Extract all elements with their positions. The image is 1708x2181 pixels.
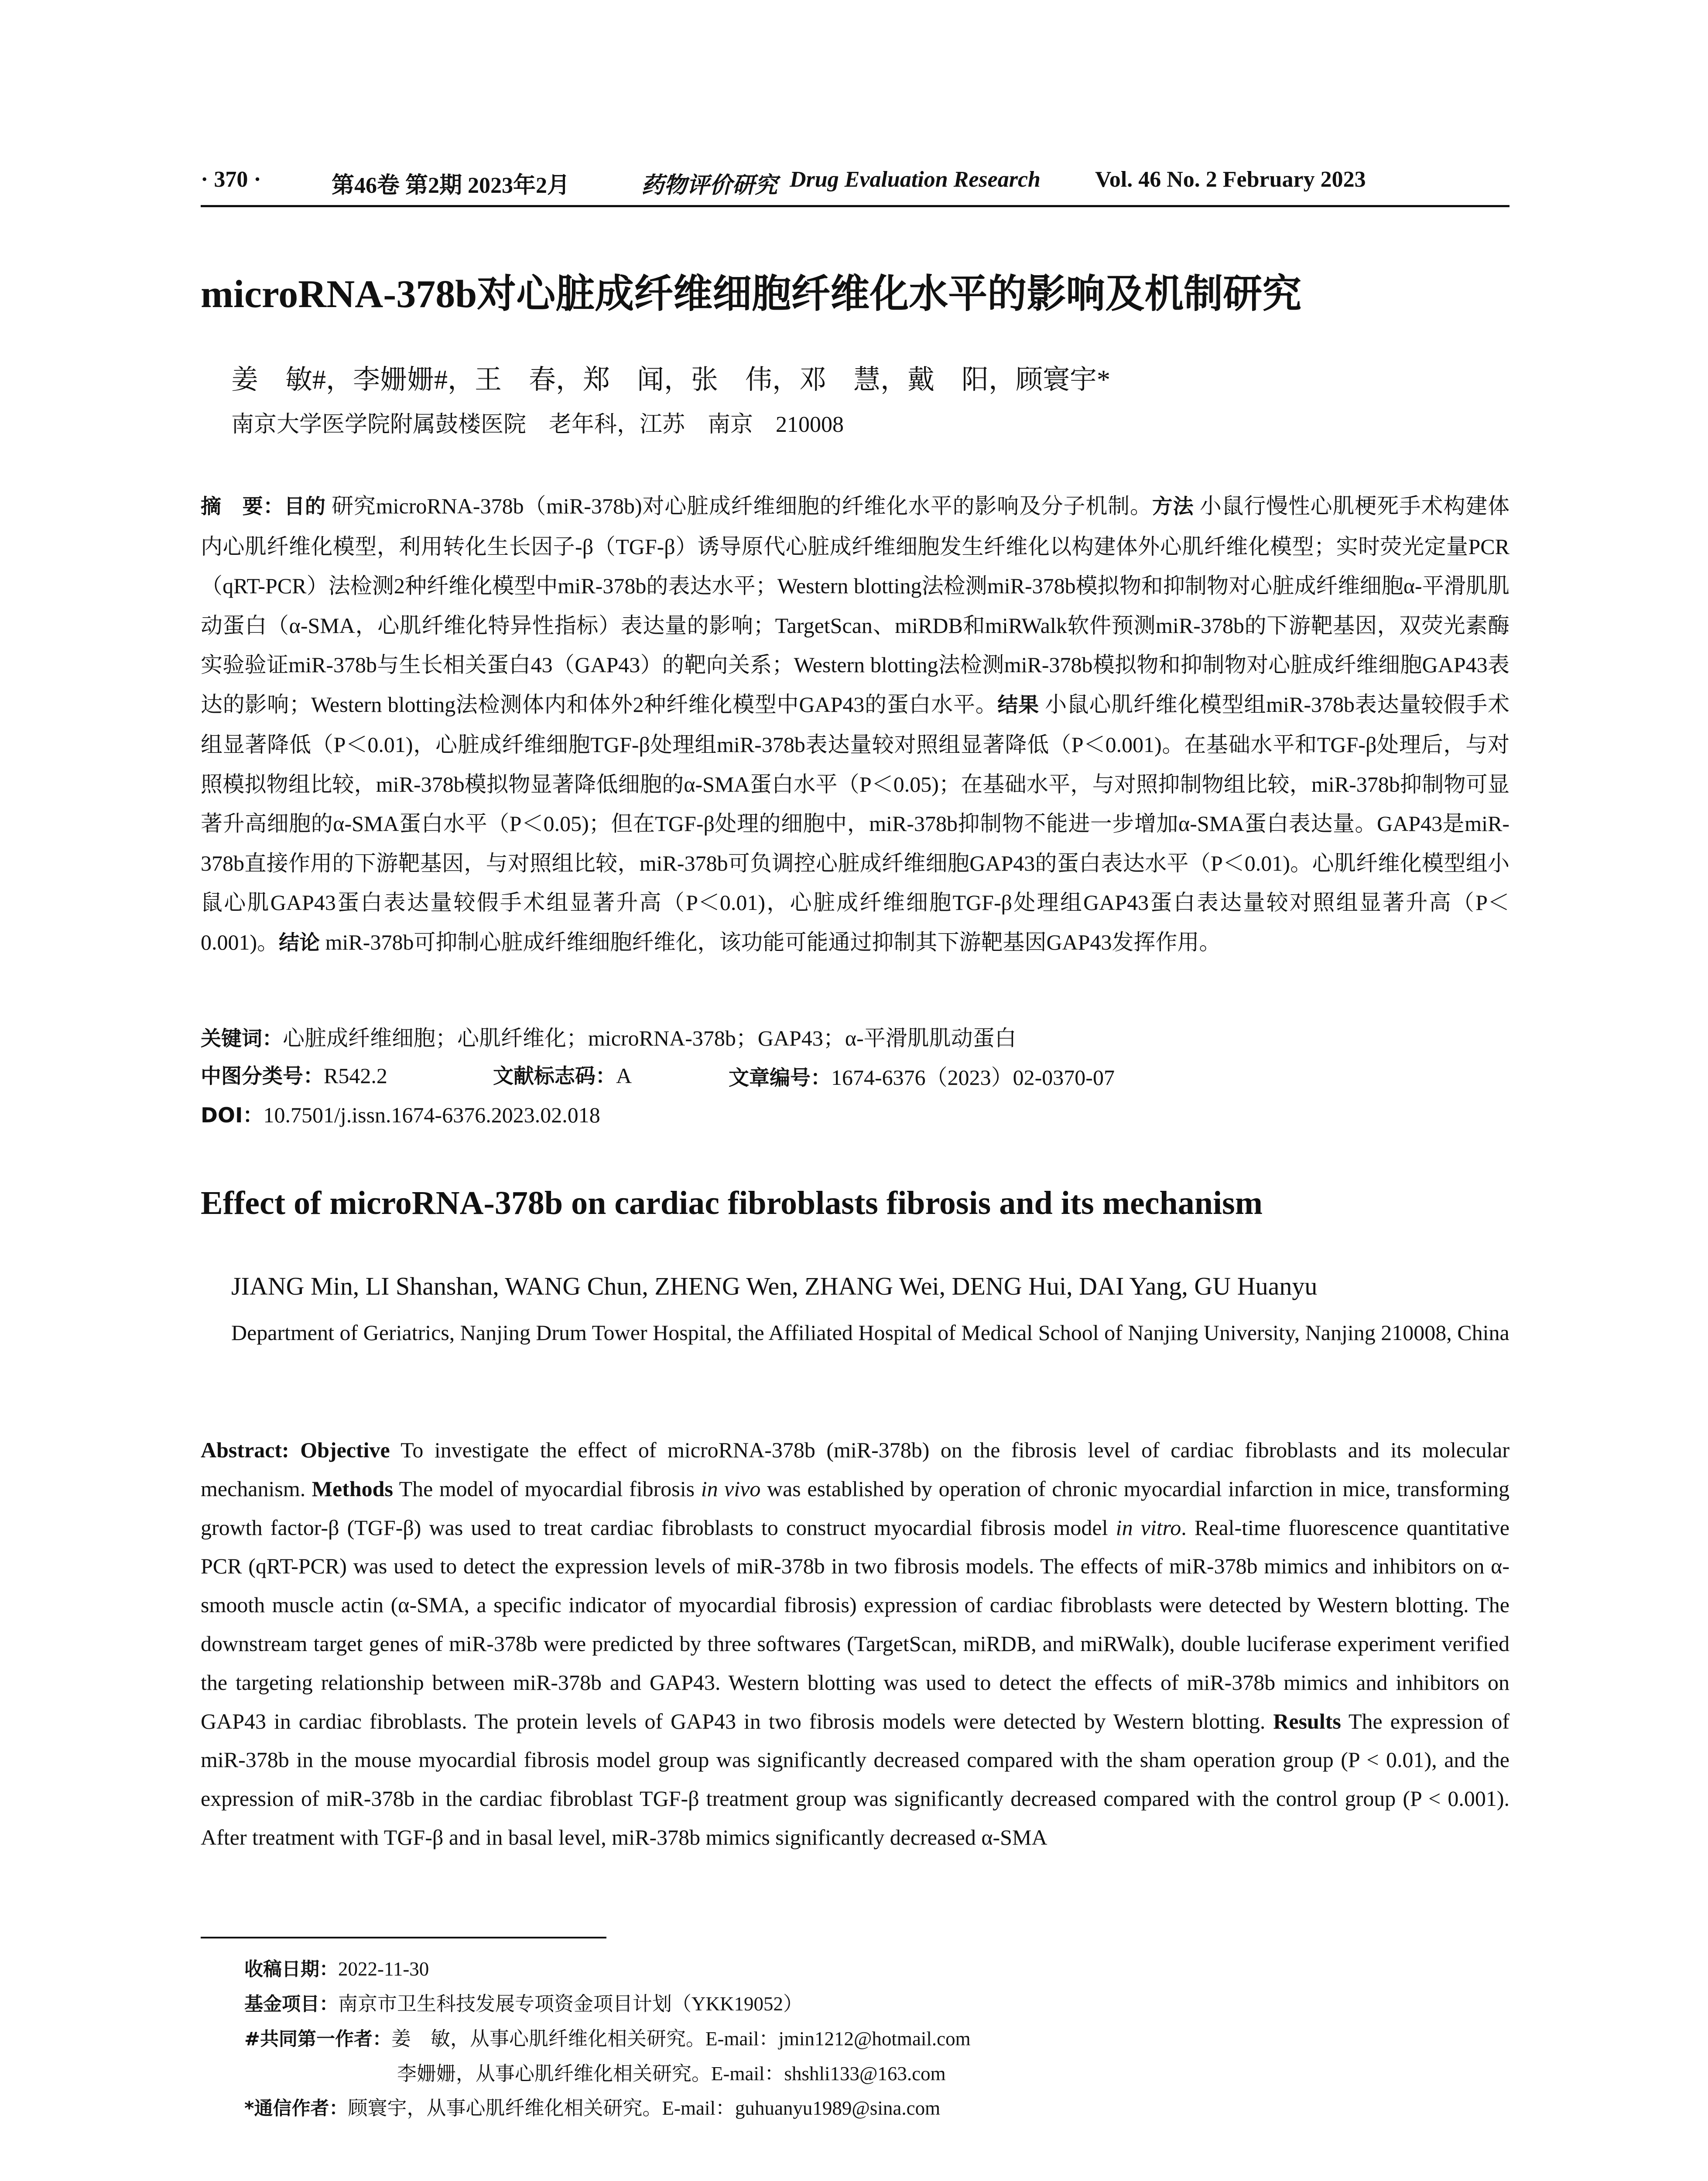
doi-value: 10.7501/j.issn.1674-6376.2023.02.018 <box>263 1103 600 1127</box>
corresponding-label: *通信作者： <box>244 2098 348 2119</box>
doc-code-value: A <box>616 1063 632 1088</box>
abstract-en <box>201 1431 1509 1857</box>
footnote-received <box>244 1952 971 1987</box>
footnote-fund <box>244 1987 971 2022</box>
keywords-label: 关键词： <box>201 1027 283 1051</box>
cofirst-label: #共同第一作者： <box>244 2028 392 2050</box>
header-rule <box>201 205 1509 207</box>
issue-info-cn: 第46卷 第2期 2023年2月 <box>332 173 570 198</box>
page-number: · 370 · <box>201 167 261 192</box>
abstract-label-en: Abstract: <box>201 1438 289 1462</box>
affiliation-cn: 南京大学医学院附属鼓楼医院 老年科，江苏 南京 210008 <box>231 412 844 437</box>
methods-text-en-c: . Real-time fluorescence quantitative PCR (qRT-PCR) was used to detect the expression levels of miR-378b in two fibrosis models. The effects of miR-378b mimics and inhibitors on α-smooth muscle actin (α-SMA, a specific indicator of myocardial fibrosis) expression of cardiac fibroblasts were detected by Western blotting. The downstream target genes of miR-378b were predicted by three softwares (TargetScan, miRDB, and miRWalk), double luciferase experiment verified the targeting relationship between miR-378b and GAP43. Western blotting was used to detect the effects of miR-378b mimics and inhibitors on GAP43 in cardiac fibroblasts. The protein levels of GAP43 in two fibrosis models were detected by Western blotting. <box>201 1515 1509 1733</box>
abstract-cn <box>201 486 1509 963</box>
footnotes <box>244 1952 971 2126</box>
methods-label-cn: 方法 <box>1152 495 1194 519</box>
doi-label: DOI： <box>201 1104 264 1128</box>
title-en: Effect of microRNA-378b on cardiac fibroblasts fibrosis and its mechanism <box>201 1185 1263 1221</box>
doc-code-label: 文献标志码： <box>493 1064 616 1088</box>
abstract-label-cn: 摘 要： <box>201 495 284 519</box>
objective-label-cn: 目的 <box>284 495 326 519</box>
results-text-cn: 小鼠心肌纤维化模型组miR-378b表达量较假手术组显著降低（P＜0.01)，心脏成纤维细胞TGF-β处理组miR-378b表达量较对照组显著降低（P＜0.001)。在基础水平和TGF-β处理后，与对照模拟物组比较，miR-378b模拟物显著降低细胞的α-SMA蛋白水平（P＜0.05)；在基础水平，与对照抑制物组比较，miR-378b抑制物可显著升高细胞的α-SMA蛋白水平（P＜0.05)；但在TGF-β处理的细胞中，miR-378b抑制物不能进一步增加α-SMA蛋白表达量。GAP43是miR-378b直接作用的下游靶基因，与对照组比较，miR-378b可负调控心脏成纤维细胞GAP43的蛋白表达水平（P＜0.01)。心肌纤维化模型组小鼠心肌GAP43蛋白表达量较假手术组显著升高（P＜0.01)，心脏成纤维细胞TGF-β处理组GAP43蛋白表达量较对照组显著升高（P＜0.001)。 <box>201 692 1509 954</box>
cofirst-author-1: 姜 敏，从事心肌纤维化相关研究。E-mail：jmin1212@hotmail.com <box>391 2028 971 2050</box>
affiliation-en: Department of Geriatrics, Nanjing Drum Tower Hospital, the Affiliated Hospital of Medical School of Nanjing University, Nanjing 210008, China <box>231 1320 1509 1345</box>
received-label: 收稿日期： <box>244 1959 338 1980</box>
in-vitro-term: in vitro <box>1116 1515 1181 1540</box>
footnote-cofirst <box>244 2022 971 2057</box>
authors-en: JIANG Min, LI Shanshan, WANG Chun, ZHENG Wen, ZHANG Wei, DENG Hui, DAI Yang, GU Huanyu <box>231 1272 1318 1300</box>
objective-text-cn: 研究microRNA-378b（miR-378b)对心脏成纤维细胞的纤维化水平的影响及分子机制。 <box>332 494 1152 518</box>
cofirst-author-2: 李姗姗，从事心肌纤维化相关研究。E-mail：shshli133@163.com <box>397 2063 946 2085</box>
footnote-rule <box>201 1937 606 1938</box>
clc-value: R542.2 <box>324 1063 387 1088</box>
running-header <box>201 167 1509 206</box>
corresponding-author: 顾寰宇，从事心肌纤维化相关研究。E-mail：guhuanyu1989@sina.com <box>348 2097 941 2119</box>
objective-label-en: Objective <box>300 1438 390 1462</box>
issue-info-en: Vol. 46 No. 2 February 2023 <box>1095 167 1366 192</box>
title-cn: microRNA-378b对心脏成纤维细胞纤维化水平的影响及机制研究 <box>201 273 1302 316</box>
journal-name-en: Drug Evaluation Research <box>790 167 1041 192</box>
article-no-label: 文章编号： <box>729 1066 831 1090</box>
methods-label-en: Methods <box>311 1476 393 1501</box>
methods-text-en-b: was established by operation of chronic myocardial infarction in mice, transforming growth factor-β (TGF-β) was used to treat cardiac fibroblasts to construct myocardial fibrosis model <box>201 1476 1510 1540</box>
fund-label: 基金项目： <box>244 1993 338 2015</box>
methods-text-en-a: The model of myocardial fibrosis <box>399 1476 695 1501</box>
clc-label: 中图分类号： <box>201 1064 324 1088</box>
objective-text-en: To investigate the effect of microRNA-378b (miR-378b) on the fibrosis level of cardiac fibroblasts and its molecular mechanism. <box>201 1438 1509 1501</box>
methods-text-cn: 小鼠行慢性心肌梗死手术构建体内心肌纤维化模型，利用转化生长因子-β（TGF-β）诱导原代心脏成纤维细胞发生纤维化以构建体外心肌纤维化模型；实时荧光定量PCR（qRT-PCR）法检测2种纤维化模型中miR-378b的表达水平；Western blotting法检测miR-378b模拟物和抑制物对心脏成纤维细胞α-平滑肌肌动蛋白（α-SMA，心肌纤维化特异性指标）表达量的影响；TargetScan、miRDB和miRWalk软件预测miR-378b的下游靶基因，双荧光素酶实验验证miR-378b与生长相关蛋白43（GAP43）的靶向关系；Western blotting法检测miR-378b模拟物和抑制物对心脏成纤维细胞GAP43表达的影响；Western blotting法检测体内和体外2种纤维化模型中GAP43的蛋白水平。 <box>201 494 1510 717</box>
conclusion-label-cn: 结论 <box>279 930 320 955</box>
classification-line <box>201 1060 1509 1090</box>
article-no-value: 1674-6376（2023）02-0370-07 <box>831 1065 1115 1090</box>
results-label-en: Results <box>1273 1709 1341 1733</box>
journal-logo: 药物评价研究 <box>641 172 778 198</box>
results-label-cn: 结果 <box>997 693 1039 717</box>
results-text-en: The expression of miR-378b in the mouse myocardial fibrosis model group was significantly decreased compared with the sham operation group (P < 0.01), and the expression of miR-378b in the cardiac fibroblast TGF-β treatment group was significantly decreased compared with the control group (P < 0.001). After treatment with TGF-β and in basal level, miR-378b mimics significantly decreased α-SMA <box>201 1709 1510 1849</box>
in-vivo-term: in vivo <box>701 1476 761 1501</box>
fund-text: 南京市卫生科技发展专项资金项目计划（YKK19052） <box>338 1993 803 2015</box>
received-date: 2022-11-30 <box>338 1958 429 1980</box>
footnote-cofirst-2 <box>244 2057 971 2091</box>
keywords-text: 心脏成纤维细胞；心肌纤维化；microRNA-378b；GAP43；α-平滑肌肌动蛋白 <box>283 1026 1017 1050</box>
authors-cn: 姜 敏#，李姗姗#，王 春，郑 闻，张 伟，邓 慧，戴 阳，顾寰宇* <box>231 365 1111 395</box>
conclusion-text-cn: miR-378b可抑制心脏成纤维细胞纤维化，该功能可能通过抑制其下游靶基因GAP43发挥作用。 <box>325 930 1221 954</box>
footnote-corresponding <box>244 2091 971 2126</box>
doi-line <box>201 1099 600 1128</box>
keywords-line <box>201 1021 1017 1052</box>
